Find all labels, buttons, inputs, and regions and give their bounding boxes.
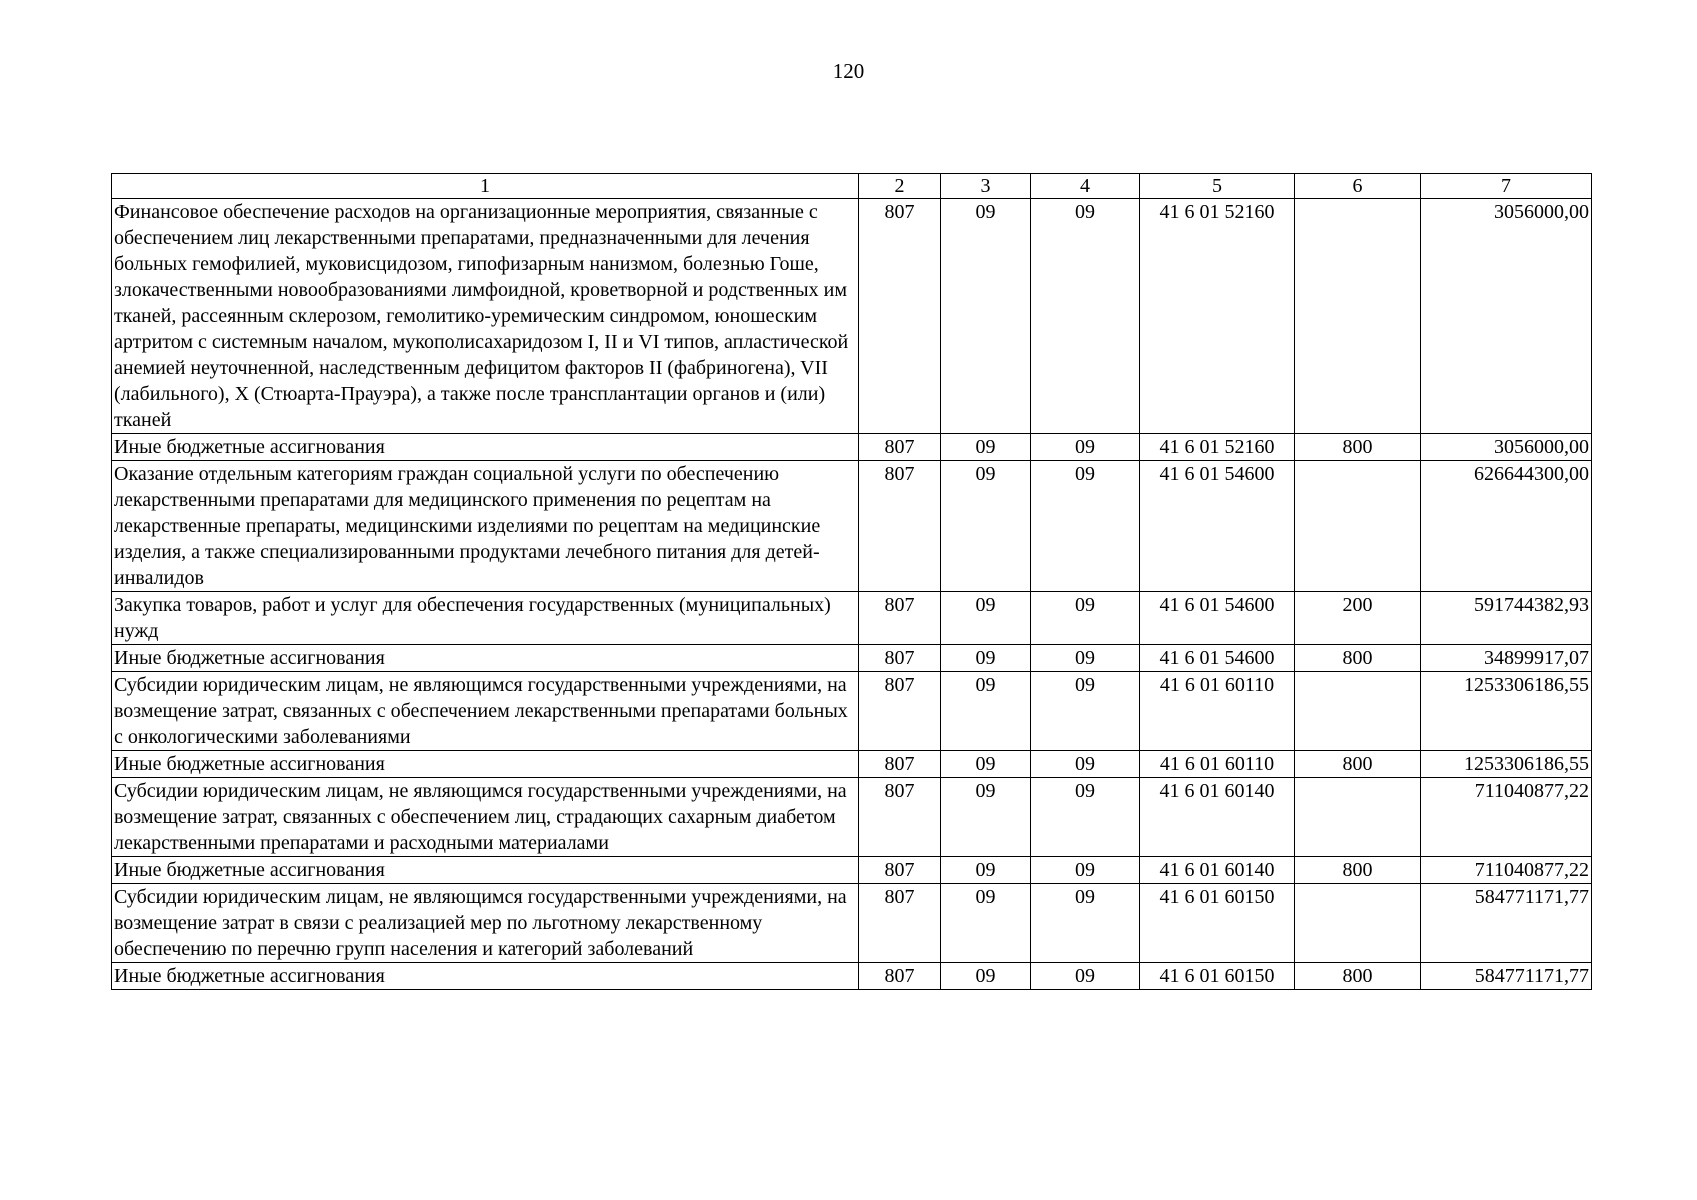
- row-target-article: 41 6 01 60110: [1140, 672, 1295, 751]
- row-name: Иные бюджетные ассигнования: [112, 434, 859, 461]
- row-amount: 1253306186,55: [1421, 672, 1592, 751]
- row-target-article: 41 6 01 52160: [1140, 199, 1295, 434]
- row-section: 09: [941, 963, 1031, 990]
- row-section: 09: [941, 857, 1031, 884]
- row-subsection: 09: [1031, 672, 1140, 751]
- row-name: Иные бюджетные ассигнования: [112, 751, 859, 778]
- header-row: [112, 174, 1592, 199]
- row-amount: 34899917,07: [1421, 645, 1592, 672]
- row-expense-type: [1295, 672, 1421, 751]
- row-section: 09: [941, 778, 1031, 857]
- header-col-2: 2: [859, 174, 941, 199]
- row-target-article: 41 6 01 60150: [1140, 963, 1295, 990]
- row-subsection: 09: [1031, 645, 1140, 672]
- table-row: [112, 199, 1592, 434]
- row-section: 09: [941, 592, 1031, 645]
- row-name: Закупка товаров, работ и услуг для обеспечения государственных (муниципальных) нужд: [112, 592, 859, 645]
- row-name: Субсидии юридическим лицам, не являющимся государственными учреждениями, на возмещение затрат в связи с реализацией мер по льготному лекарственному обеспечению по перечню групп населения и категорий заболеваний: [112, 884, 859, 963]
- table-row: [112, 963, 1592, 990]
- row-amount: 3056000,00: [1421, 199, 1592, 434]
- row-target-article: 41 6 01 54600: [1140, 645, 1295, 672]
- row-target-article: 41 6 01 60150: [1140, 884, 1295, 963]
- table-row: [112, 672, 1592, 751]
- row-expense-type: 800: [1295, 434, 1421, 461]
- row-target-article: 41 6 01 52160: [1140, 434, 1295, 461]
- row-ministry: 807: [859, 592, 941, 645]
- row-section: 09: [941, 461, 1031, 592]
- row-subsection: 09: [1031, 592, 1140, 645]
- row-ministry: 807: [859, 778, 941, 857]
- row-ministry: 807: [859, 199, 941, 434]
- row-name: Оказание отдельным категориям граждан социальной услуги по обеспечению лекарственными препаратами для медицинского применения по рецептам на лекарственные препараты, медицинскими изделиями по рецептам на медицинские изделия, а также специализированными продуктами лечебного питания для детей-инвалидов: [112, 461, 859, 592]
- row-subsection: 09: [1031, 963, 1140, 990]
- row-ministry: 807: [859, 857, 941, 884]
- table-row: [112, 645, 1592, 672]
- row-subsection: 09: [1031, 199, 1140, 434]
- row-amount: 584771171,77: [1421, 884, 1592, 963]
- row-name: Иные бюджетные ассигнования: [112, 645, 859, 672]
- row-expense-type: 800: [1295, 751, 1421, 778]
- header-col-6: 6: [1295, 174, 1421, 199]
- page-number: 120: [832, 59, 865, 83]
- row-expense-type: 200: [1295, 592, 1421, 645]
- row-name: Субсидии юридическим лицам, не являющимся государственными учреждениями, на возмещение затрат, связанных с обеспечением лекарственными препаратами больных с онкологическими заболеваниями: [112, 672, 859, 751]
- header-col-4: 4: [1031, 174, 1140, 199]
- row-amount: 711040877,22: [1421, 778, 1592, 857]
- row-amount: 3056000,00: [1421, 434, 1592, 461]
- row-section: 09: [941, 751, 1031, 778]
- row-name: Субсидии юридическим лицам, не являющимся государственными учреждениями, на возмещение затрат, связанных с обеспечением лиц, страдающих сахарным диабетом лекарственными препаратами и расходными материалами: [112, 778, 859, 857]
- row-target-article: 41 6 01 54600: [1140, 461, 1295, 592]
- row-section: 09: [941, 434, 1031, 461]
- row-subsection: 09: [1031, 884, 1140, 963]
- row-subsection: 09: [1031, 751, 1140, 778]
- row-subsection: 09: [1031, 461, 1140, 592]
- row-amount: 626644300,00: [1421, 461, 1592, 592]
- row-target-article: 41 6 01 60140: [1140, 857, 1295, 884]
- row-section: 09: [941, 672, 1031, 751]
- header-col-5: 5: [1140, 174, 1295, 199]
- row-target-article: 41 6 01 60140: [1140, 778, 1295, 857]
- row-section: 09: [941, 199, 1031, 434]
- row-subsection: 09: [1031, 778, 1140, 857]
- row-ministry: 807: [859, 672, 941, 751]
- table-row: [112, 434, 1592, 461]
- row-ministry: 807: [859, 884, 941, 963]
- row-amount: 584771171,77: [1421, 963, 1592, 990]
- row-expense-type: [1295, 884, 1421, 963]
- row-expense-type: [1295, 778, 1421, 857]
- row-name: Иные бюджетные ассигнования: [112, 963, 859, 990]
- table-row: [112, 461, 1592, 592]
- table-row: [112, 751, 1592, 778]
- row-amount: 591744382,93: [1421, 592, 1592, 645]
- table-row: [112, 592, 1592, 645]
- row-section: 09: [941, 645, 1031, 672]
- row-section: 09: [941, 884, 1031, 963]
- row-amount: 1253306186,55: [1421, 751, 1592, 778]
- row-ministry: 807: [859, 645, 941, 672]
- row-amount: 711040877,22: [1421, 857, 1592, 884]
- row-ministry: 807: [859, 751, 941, 778]
- row-expense-type: 800: [1295, 645, 1421, 672]
- row-expense-type: [1295, 461, 1421, 592]
- row-name: Иные бюджетные ассигнования: [112, 857, 859, 884]
- row-name: Финансовое обеспечение расходов на организационные мероприятия, связанные с обеспечением лиц лекарственными препаратами, предназначенными для лечения больных гемофилией, муковисцидозом, гипофизарным нанизмом, болезнью Гоше, злокачественными новообразованиями лимфоидной, кроветворной и родственных им тканей, рассеянным склерозом, гемолитико-уремическим синдромом, юношеским артритом с системным началом, мукополисахаридозом I, II и VI типов, апластической анемией неуточненной, наследственным дефицитом факторов II (фабриногена), VII (лабильного), X (Стюарта-Прауэра), а также после трансплантации органов и (или) тканей: [112, 199, 859, 434]
- header-col-1: 1: [112, 174, 859, 199]
- table-row: [112, 857, 1592, 884]
- row-expense-type: [1295, 199, 1421, 434]
- header-col-3: 3: [941, 174, 1031, 199]
- header-col-7: 7: [1421, 174, 1592, 199]
- row-ministry: 807: [859, 434, 941, 461]
- row-subsection: 09: [1031, 434, 1140, 461]
- row-expense-type: 800: [1295, 857, 1421, 884]
- table-row: [112, 778, 1592, 857]
- row-target-article: 41 6 01 54600: [1140, 592, 1295, 645]
- row-ministry: 807: [859, 461, 941, 592]
- budget-table: [111, 173, 1592, 990]
- row-target-article: 41 6 01 60110: [1140, 751, 1295, 778]
- table-row: [112, 884, 1592, 963]
- row-expense-type: 800: [1295, 963, 1421, 990]
- row-ministry: 807: [859, 963, 941, 990]
- row-subsection: 09: [1031, 857, 1140, 884]
